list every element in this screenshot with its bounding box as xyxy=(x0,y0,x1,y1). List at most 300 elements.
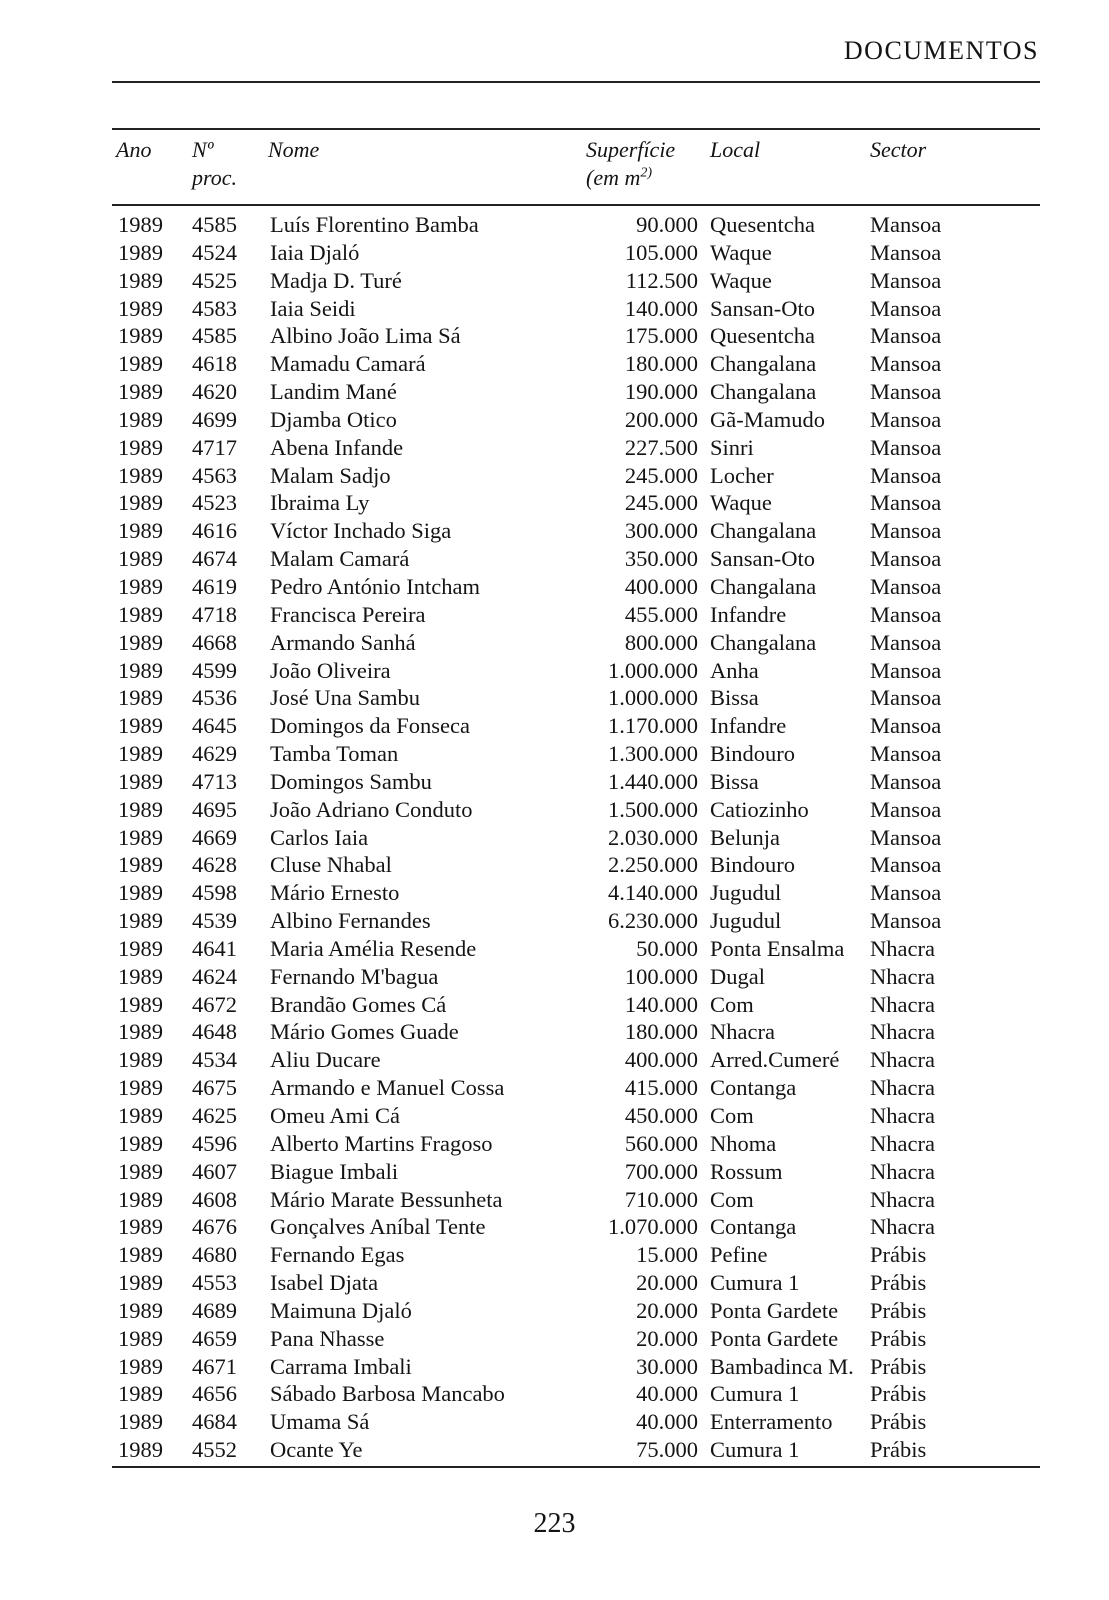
table-row xyxy=(112,545,1040,573)
cell-nome: Albino Fernandes xyxy=(270,908,431,934)
cell-sector: Mansoa xyxy=(870,212,942,237)
table-bottom-rule xyxy=(112,1466,1040,1468)
table-row xyxy=(112,796,1040,824)
cell-proc: 4553 xyxy=(192,1270,237,1296)
cell-local: Bissa xyxy=(710,768,759,794)
cell-proc: 4616 xyxy=(192,518,237,544)
cell-superficie: 105.000 xyxy=(624,239,698,265)
cell-nome: Omeu Ami Cá xyxy=(270,1103,400,1128)
cell-nome: Djamba Otico xyxy=(270,406,397,432)
cell-local: Nhacra xyxy=(710,1019,775,1045)
table-row xyxy=(112,851,1040,879)
table-row xyxy=(112,211,1040,239)
cell-nome: Mário Gomes Guade xyxy=(270,1019,459,1045)
cell-proc: 4669 xyxy=(192,824,237,850)
page-number: 223 xyxy=(533,1508,576,1539)
cell-proc: 4689 xyxy=(192,1297,237,1323)
table-row xyxy=(112,907,1040,935)
cell-local: Waque xyxy=(710,490,772,516)
table-row xyxy=(112,1186,1040,1214)
header-sector: Sector xyxy=(870,137,927,162)
cell-ano: 1989 xyxy=(118,852,163,878)
cell-nome: Domingos Sambu xyxy=(270,768,432,794)
cell-superficie: 100.000 xyxy=(624,963,698,989)
cell-superficie: 227.500 xyxy=(624,434,698,460)
cell-superficie: 1.000.000 xyxy=(608,657,698,683)
table-row xyxy=(112,267,1040,295)
table-row xyxy=(112,462,1040,490)
cell-local: Locher xyxy=(710,462,774,488)
cell-superficie: 800.000 xyxy=(624,629,698,655)
cell-nome: Armando e Manuel Cossa xyxy=(270,1075,505,1101)
cell-ano: 1989 xyxy=(118,685,163,711)
cell-nome: Brandão Gomes Cá xyxy=(270,991,447,1017)
cell-superficie: 400.000 xyxy=(624,1047,698,1073)
cell-ano: 1989 xyxy=(118,741,163,767)
cell-local: Changalana xyxy=(710,518,817,544)
cell-superficie: 560.000 xyxy=(624,1130,698,1156)
cell-nome: Iaia Djaló xyxy=(270,239,360,265)
cell-ano: 1989 xyxy=(118,1130,163,1156)
cell-nome: Domingos da Fonseca xyxy=(270,713,470,739)
cell-sector: Prábis xyxy=(870,1353,927,1379)
cell-sector: Mansoa xyxy=(870,490,942,516)
cell-proc: 4672 xyxy=(192,991,237,1017)
cell-local: Changalana xyxy=(710,379,817,405)
cell-nome: Maimuna Djaló xyxy=(270,1297,412,1323)
cell-proc: 4620 xyxy=(192,379,237,405)
cell-sector: Mansoa xyxy=(870,629,942,655)
table-row xyxy=(112,1046,1040,1074)
header-proc xyxy=(192,136,237,192)
cell-proc: 4629 xyxy=(192,741,237,767)
cell-superficie: 245.000 xyxy=(624,490,698,516)
cell-sector: Mansoa xyxy=(870,351,942,377)
cell-nome: Umama Sá xyxy=(270,1409,370,1435)
cell-superficie: 300.000 xyxy=(624,518,698,544)
cell-superficie: 700.000 xyxy=(624,1158,698,1184)
cell-proc: 4695 xyxy=(192,796,237,822)
table-row xyxy=(112,322,1040,350)
cell-nome: Mário Marate Bessunheta xyxy=(270,1186,503,1212)
cell-ano: 1989 xyxy=(118,963,163,989)
land-concessions-table xyxy=(112,128,1040,1468)
cell-proc: 4674 xyxy=(192,546,237,572)
table-row xyxy=(112,239,1040,267)
cell-proc: 4524 xyxy=(192,239,237,265)
cell-ano: 1989 xyxy=(118,546,163,572)
cell-local: Ponta Ensalma xyxy=(710,935,845,961)
cell-proc: 4619 xyxy=(192,573,237,599)
table-row xyxy=(112,963,1040,991)
table-row xyxy=(112,991,1040,1019)
cell-superficie: 710.000 xyxy=(624,1186,698,1212)
cell-ano: 1989 xyxy=(118,1437,163,1463)
cell-nome: Mário Ernesto xyxy=(270,880,400,906)
cell-superficie: 350.000 xyxy=(624,546,698,572)
running-head: DOCUMENTOS xyxy=(843,36,1039,65)
header-superficie xyxy=(586,136,675,192)
cell-superficie: 190.000 xyxy=(624,379,698,405)
table-row xyxy=(112,489,1040,517)
table-row xyxy=(112,1436,1040,1464)
table-row xyxy=(112,1018,1040,1046)
cell-sector: Mansoa xyxy=(870,573,942,599)
table-row xyxy=(112,657,1040,685)
cell-ano: 1989 xyxy=(118,935,163,961)
cell-proc: 4699 xyxy=(192,406,237,432)
cell-sector: Nhacra xyxy=(870,1158,935,1184)
header-superficie-unit: (em m xyxy=(586,165,641,190)
cell-local: Belunja xyxy=(710,824,780,850)
cell-sector: Nhacra xyxy=(870,1130,935,1156)
table-body xyxy=(112,206,1040,1466)
header-ano: Ano xyxy=(116,137,152,162)
cell-nome: Fernando M'bagua xyxy=(270,963,439,989)
cell-sector: Nhacra xyxy=(870,1047,935,1073)
table-row xyxy=(112,1074,1040,1102)
cell-local: Cumura 1 xyxy=(710,1381,800,1407)
cell-sector: Mansoa xyxy=(870,323,942,349)
cell-nome: Malam Sadjo xyxy=(270,462,391,488)
cell-nome: Cluse Nhabal xyxy=(270,852,392,878)
cell-sector: Prábis xyxy=(870,1325,927,1351)
cell-local: Ponta Gardete xyxy=(710,1325,839,1351)
header-nome: Nome xyxy=(268,137,320,162)
table-row xyxy=(112,768,1040,796)
cell-proc: 4625 xyxy=(192,1103,237,1128)
cell-superficie: 400.000 xyxy=(624,573,698,599)
cell-sector: Mansoa xyxy=(870,239,942,265)
cell-ano: 1989 xyxy=(118,295,163,321)
cell-ano: 1989 xyxy=(118,518,163,544)
table-row xyxy=(112,517,1040,545)
cell-proc: 4628 xyxy=(192,852,237,878)
table-row xyxy=(112,684,1040,712)
cell-local: Dugal xyxy=(710,963,765,989)
cell-superficie: 1.300.000 xyxy=(608,741,698,767)
cell-nome: Víctor Inchado Siga xyxy=(270,518,452,544)
cell-local: Bindouro xyxy=(710,852,796,878)
cell-nome: Malam Camará xyxy=(270,546,410,572)
cell-superficie: 200.000 xyxy=(624,406,698,432)
table-header xyxy=(112,130,1040,204)
cell-superficie: 90.000 xyxy=(636,212,698,237)
cell-nome: Armando Sanhá xyxy=(270,629,416,655)
cell-ano: 1989 xyxy=(118,713,163,739)
cell-nome: Alberto Martins Fragoso xyxy=(270,1130,493,1156)
cell-proc: 4599 xyxy=(192,657,237,683)
cell-local: Sansan-Oto xyxy=(710,295,815,321)
cell-ano: 1989 xyxy=(118,573,163,599)
table-row xyxy=(112,406,1040,434)
cell-proc: 4598 xyxy=(192,880,237,906)
cell-sector: Prábis xyxy=(870,1270,927,1296)
cell-ano: 1989 xyxy=(118,379,163,405)
header-superficie-line1: Superfície xyxy=(586,137,676,162)
cell-superficie: 40.000 xyxy=(636,1409,698,1435)
cell-sector: Mansoa xyxy=(870,768,942,794)
table-row xyxy=(112,1353,1040,1381)
cell-proc: 4641 xyxy=(192,935,237,961)
cell-local: Changalana xyxy=(710,573,817,599)
cell-sector: Nhacra xyxy=(870,1103,935,1128)
cell-proc: 4523 xyxy=(192,490,237,516)
cell-local: Com xyxy=(710,1186,754,1212)
cell-local: Quesentcha xyxy=(710,323,815,349)
cell-proc: 4536 xyxy=(192,685,237,711)
cell-superficie: 112.500 xyxy=(625,267,698,293)
cell-nome: Carlos Iaia xyxy=(270,824,369,850)
cell-local: Waque xyxy=(710,239,772,265)
cell-proc: 4608 xyxy=(192,1186,237,1212)
cell-proc: 4648 xyxy=(192,1019,237,1045)
table-row xyxy=(112,712,1040,740)
cell-ano: 1989 xyxy=(118,490,163,516)
cell-local: Infandre xyxy=(710,601,787,627)
cell-superficie: 40.000 xyxy=(636,1381,698,1407)
cell-sector: Nhacra xyxy=(870,1075,935,1101)
cell-local: Cumura 1 xyxy=(710,1270,800,1296)
cell-superficie: 15.000 xyxy=(636,1242,698,1268)
cell-proc: 4563 xyxy=(192,462,237,488)
table-row xyxy=(112,935,1040,963)
table-row xyxy=(112,1102,1040,1130)
cell-local: Com xyxy=(710,991,754,1017)
cell-proc: 4585 xyxy=(192,212,237,237)
cell-ano: 1989 xyxy=(118,1186,163,1212)
cell-nome: Tamba Toman xyxy=(270,741,399,767)
cell-superficie: 4.140.000 xyxy=(608,880,698,906)
cell-ano: 1989 xyxy=(118,1019,163,1045)
cell-sector: Mansoa xyxy=(870,406,942,432)
table-row xyxy=(112,1241,1040,1269)
cell-proc: 4525 xyxy=(192,267,237,293)
cell-ano: 1989 xyxy=(118,908,163,934)
cell-sector: Prábis xyxy=(870,1297,927,1323)
cell-proc: 4656 xyxy=(192,1381,237,1407)
cell-nome: José Una Sambu xyxy=(270,685,420,711)
cell-sector: Mansoa xyxy=(870,546,942,572)
cell-ano: 1989 xyxy=(118,406,163,432)
cell-nome: Pedro António Intcham xyxy=(270,573,480,599)
table-row xyxy=(112,629,1040,657)
cell-proc: 4713 xyxy=(192,768,237,794)
cell-superficie: 1.070.000 xyxy=(608,1214,698,1240)
cell-local: Nhoma xyxy=(710,1130,777,1156)
cell-proc: 4676 xyxy=(192,1214,237,1240)
table-row xyxy=(112,1269,1040,1297)
cell-superficie: 455.000 xyxy=(624,601,698,627)
cell-proc: 4675 xyxy=(192,1075,237,1101)
header-proc-line2: proc. xyxy=(192,165,238,190)
table-row xyxy=(112,601,1040,629)
cell-superficie: 75.000 xyxy=(636,1437,698,1463)
cell-superficie: 245.000 xyxy=(624,462,698,488)
cell-ano: 1989 xyxy=(118,1158,163,1184)
cell-sector: Prábis xyxy=(870,1409,927,1435)
table-row xyxy=(112,1325,1040,1353)
cell-local: Bindouro xyxy=(710,741,796,767)
table-row xyxy=(112,1130,1040,1158)
cell-superficie: 2.250.000 xyxy=(608,852,698,878)
table-row xyxy=(112,1213,1040,1241)
cell-ano: 1989 xyxy=(118,1103,163,1128)
cell-ano: 1989 xyxy=(118,1297,163,1323)
cell-nome: João Oliveira xyxy=(270,657,391,683)
cell-proc: 4668 xyxy=(192,629,237,655)
cell-local: Arred.Cumeré xyxy=(710,1047,840,1073)
cell-nome: Aliu Ducare xyxy=(270,1047,381,1073)
cell-proc: 4680 xyxy=(192,1242,237,1268)
cell-ano: 1989 xyxy=(118,462,163,488)
cell-superficie: 20.000 xyxy=(636,1297,698,1323)
table-row xyxy=(112,1380,1040,1408)
cell-local: Enterramento xyxy=(710,1409,833,1435)
cell-ano: 1989 xyxy=(118,629,163,655)
cell-sector: Mansoa xyxy=(870,824,942,850)
cell-ano: 1989 xyxy=(118,1242,163,1268)
cell-superficie: 1.500.000 xyxy=(608,796,698,822)
cell-local: Cumura 1 xyxy=(710,1437,800,1463)
cell-superficie: 1.440.000 xyxy=(608,768,698,794)
cell-nome: Landim Mané xyxy=(270,379,397,405)
cell-local: Catiozinho xyxy=(710,796,809,822)
cell-nome: Fernando Egas xyxy=(270,1242,405,1268)
cell-nome: Ocante Ye xyxy=(270,1437,363,1463)
cell-superficie: 20.000 xyxy=(636,1270,698,1296)
cell-proc: 4552 xyxy=(192,1437,237,1463)
cell-ano: 1989 xyxy=(118,880,163,906)
cell-sector: Mansoa xyxy=(870,434,942,460)
cell-local: Contanga xyxy=(710,1075,797,1101)
cell-superficie: 30.000 xyxy=(636,1353,698,1379)
table-row xyxy=(112,350,1040,378)
cell-sector: Nhacra xyxy=(870,1186,935,1212)
cell-ano: 1989 xyxy=(118,212,163,237)
cell-local: Bambadinca M. xyxy=(710,1353,854,1379)
cell-local: Changalana xyxy=(710,351,817,377)
cell-nome: Abena Infande xyxy=(270,434,404,460)
cell-ano: 1989 xyxy=(118,1270,163,1296)
cell-ano: 1989 xyxy=(118,1075,163,1101)
cell-local: Infandre xyxy=(710,713,787,739)
cell-superficie: 50.000 xyxy=(636,935,698,961)
table-row xyxy=(112,378,1040,406)
cell-sector: Mansoa xyxy=(870,852,942,878)
header-superficie-line2 xyxy=(586,164,675,192)
table-row xyxy=(112,740,1040,768)
cell-nome: Francisca Pereira xyxy=(270,601,426,627)
cell-local: Gã-Mamudo xyxy=(710,406,825,432)
cell-sector: Mansoa xyxy=(870,713,942,739)
cell-nome: Madja D. Turé xyxy=(270,267,402,293)
header-superficie-sup: 2) xyxy=(640,165,653,181)
cell-local: Com xyxy=(710,1103,754,1128)
cell-proc: 4618 xyxy=(192,351,237,377)
cell-nome: João Adriano Conduto xyxy=(270,796,473,822)
cell-local: Changalana xyxy=(710,629,817,655)
cell-local: Contanga xyxy=(710,1214,797,1240)
cell-superficie: 180.000 xyxy=(624,351,698,377)
cell-local: Ponta Gardete xyxy=(710,1297,839,1323)
cell-superficie: 180.000 xyxy=(624,1019,698,1045)
cell-local: Sansan-Oto xyxy=(710,546,815,572)
cell-superficie: 1.170.000 xyxy=(608,713,698,739)
cell-proc: 4583 xyxy=(192,295,237,321)
cell-ano: 1989 xyxy=(118,768,163,794)
cell-ano: 1989 xyxy=(118,601,163,627)
cell-ano: 1989 xyxy=(118,1381,163,1407)
cell-sector: Mansoa xyxy=(870,796,942,822)
cell-sector: Mansoa xyxy=(870,908,942,934)
cell-proc: 4607 xyxy=(192,1158,237,1184)
table-row xyxy=(112,573,1040,601)
cell-sector: Nhacra xyxy=(870,963,935,989)
cell-sector: Prábis xyxy=(870,1381,927,1407)
cell-sector: Nhacra xyxy=(870,1019,935,1045)
cell-local: Jugudul xyxy=(710,908,782,934)
cell-proc: 4718 xyxy=(192,601,237,627)
cell-sector: Mansoa xyxy=(870,518,942,544)
cell-ano: 1989 xyxy=(118,1353,163,1379)
table-row xyxy=(112,1297,1040,1325)
cell-superficie: 1.000.000 xyxy=(608,685,698,711)
cell-superficie: 20.000 xyxy=(636,1325,698,1351)
cell-ano: 1989 xyxy=(118,239,163,265)
cell-proc: 4539 xyxy=(192,908,237,934)
cell-nome: Iaia Seidi xyxy=(270,295,356,321)
cell-local: Sinri xyxy=(710,434,754,460)
cell-nome: Ibraima Ly xyxy=(270,490,370,516)
cell-proc: 4585 xyxy=(192,323,237,349)
cell-ano: 1989 xyxy=(118,267,163,293)
header-local: Local xyxy=(710,137,761,162)
cell-local: Quesentcha xyxy=(710,212,815,237)
cell-ano: 1989 xyxy=(118,796,163,822)
cell-nome: Isabel Djata xyxy=(270,1270,379,1296)
table-row xyxy=(112,295,1040,323)
cell-sector: Mansoa xyxy=(870,462,942,488)
cell-ano: 1989 xyxy=(118,657,163,683)
cell-local: Bissa xyxy=(710,685,759,711)
cell-ano: 1989 xyxy=(118,434,163,460)
cell-proc: 4717 xyxy=(192,434,237,460)
table-row xyxy=(112,1408,1040,1436)
cell-nome: Gonçalves Aníbal Tente xyxy=(270,1214,486,1240)
cell-sector: Mansoa xyxy=(870,601,942,627)
cell-superficie: 175.000 xyxy=(624,323,698,349)
cell-ano: 1989 xyxy=(118,824,163,850)
table-row xyxy=(112,434,1040,462)
table-row xyxy=(112,1158,1040,1186)
cell-sector: Mansoa xyxy=(870,880,942,906)
cell-sector: Prábis xyxy=(870,1437,927,1463)
header-rule xyxy=(112,81,1040,83)
cell-superficie: 450.000 xyxy=(624,1103,698,1128)
cell-superficie: 140.000 xyxy=(624,991,698,1017)
cell-superficie: 2.030.000 xyxy=(608,824,698,850)
cell-superficie: 415.000 xyxy=(624,1075,698,1101)
cell-proc: 4645 xyxy=(192,713,237,739)
cell-ano: 1989 xyxy=(118,1047,163,1073)
cell-sector: Nhacra xyxy=(870,1214,935,1240)
cell-ano: 1989 xyxy=(118,1325,163,1351)
cell-proc: 4671 xyxy=(192,1353,237,1379)
cell-nome: Albino João Lima Sá xyxy=(270,323,461,349)
cell-local: Anha xyxy=(710,657,759,683)
cell-proc: 4596 xyxy=(192,1130,237,1156)
